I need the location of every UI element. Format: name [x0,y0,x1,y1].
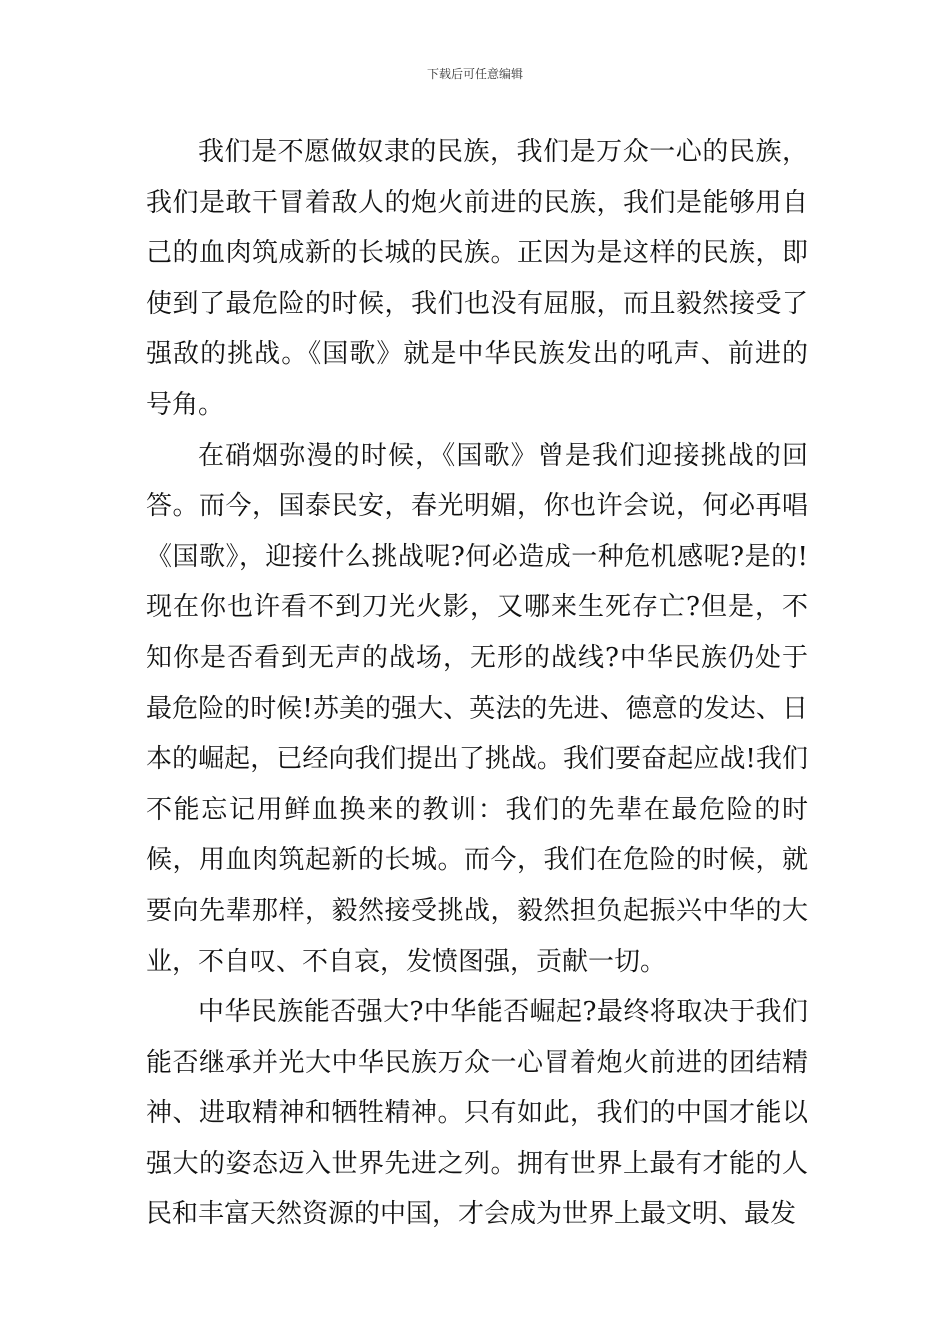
paragraph-2: 在硝烟弥漫的时候，《国歌》曾是我们迎接挑战的回答。而今，国泰民安，春光明媚，你也许会说，何必再唱《国歌》，迎接什么挑战呢?何必造成一种危机感呢?是的!现在你也许看不到刀光火影，又哪来生死存亡?但是，不知你是否看到无声的战场，无形的战线?中华民族仍处于最危险的时候!苏美的强大、英法的先进、德意的发达、日本的崛起，已经向我们提出了挑战。我们要奋起应战!我们不能忘记用鲜血换来的教训：我们的先辈在最危险的时候，用血肉筑起新的长城。而今，我们在危险的时候，就要向先辈那样，毅然接受挑战，毅然担负起振兴中华的大业，不自叹、不自哀，发愤图强，贡献一切。 [146,440,808,977]
page-header: 下载后可任意编辑 [426,67,523,81]
document-body [146,127,808,1240]
paragraph-1: 我们是不愿做奴隶的民族，我们是万众一心的民族，我们是敢干冒着敌人的炮火前进的民族，我们是能够用自己的血肉筑成新的长城的民族。正因为是这样的民族，即使到了最危险的时候，我们也没有屈服，而且毅然接受了强敌的挑战。《国歌》就是中华民族发出的吼声、前进的号角。 [146,137,808,420]
paragraph-3: 中华民族能否强大?中华能否崛起?最终将取决于我们能否继承并光大中华民族万众一心冒着炮火前进的团结精神、进取精神和牺牲精神。只有如此，我们的中国才能以强大的姿态迈入世界先进之列。拥有世界上最有才能的人民和丰富天然资源的中国，才会成为世界上最文明、最发 [146,997,808,1230]
